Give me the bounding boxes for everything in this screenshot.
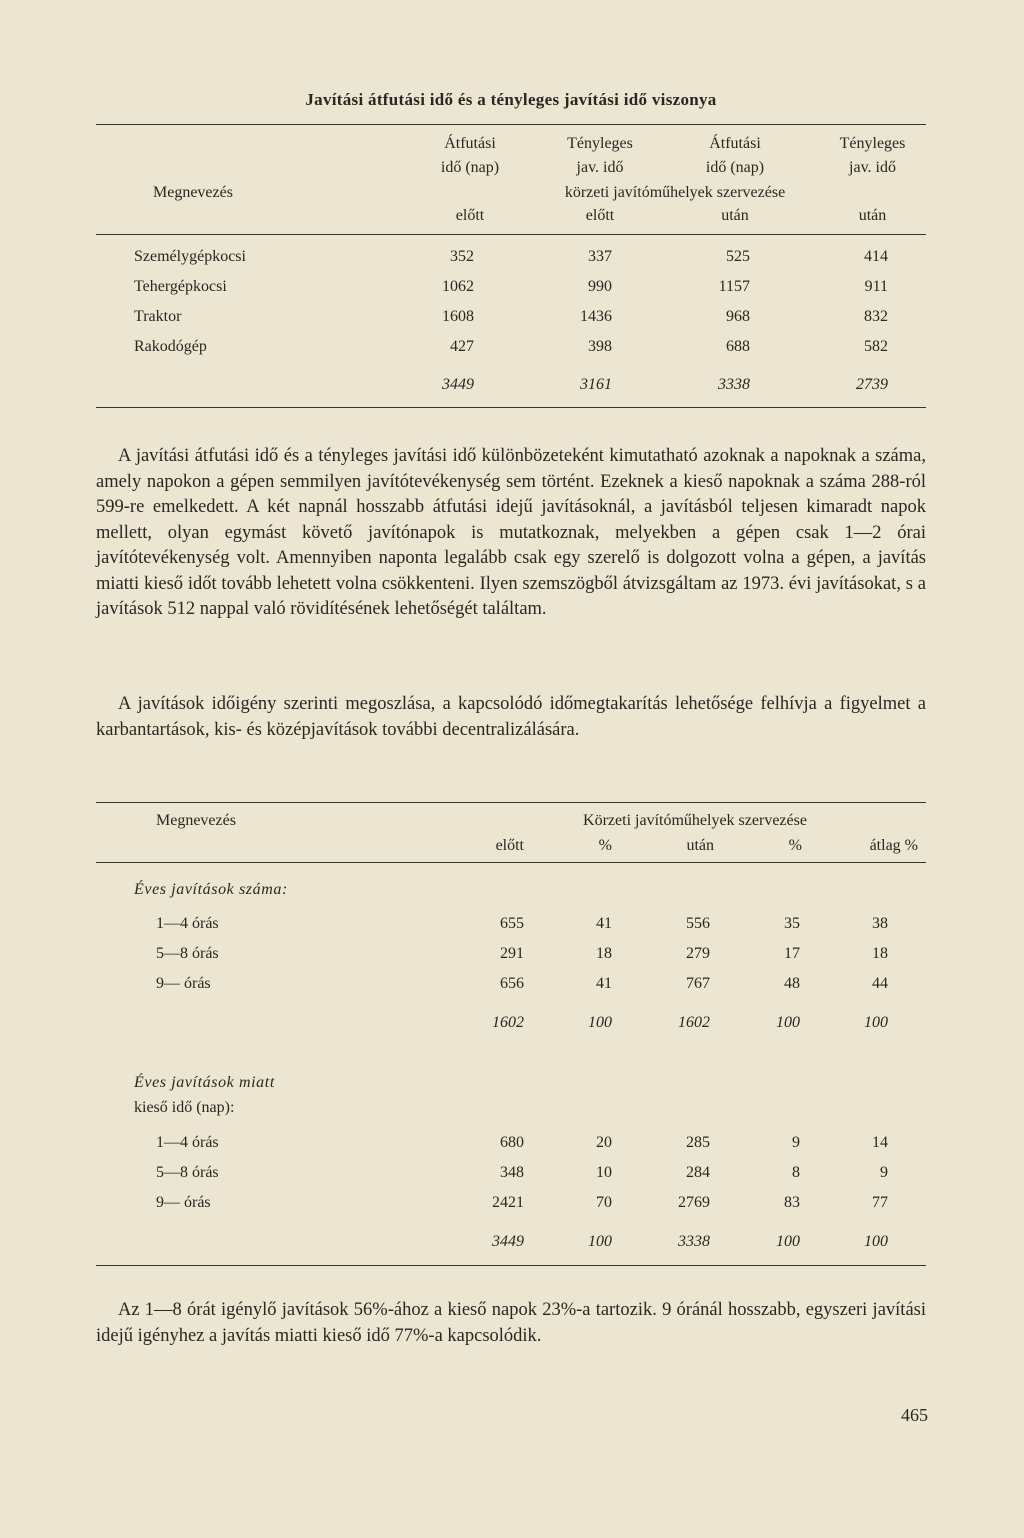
cell-value: 1608 xyxy=(442,308,474,325)
cell-value: 291 xyxy=(500,945,524,962)
cell-value: 2421 xyxy=(492,1194,524,1211)
cell-value: 9 xyxy=(880,1164,888,1181)
cell-value: 17 xyxy=(784,945,800,962)
row-label: 9— órás xyxy=(156,975,211,992)
cell-value: 1436 xyxy=(580,308,612,325)
cell-value: 680 xyxy=(500,1134,524,1151)
table2-col-head: % xyxy=(598,837,612,854)
cell-value: 990 xyxy=(588,278,612,295)
table1-title: Javítási átfutási idő és a tényleges javítási idő viszonya xyxy=(305,90,717,109)
cell-value: 337 xyxy=(588,248,612,265)
cell-value: 556 xyxy=(686,915,710,932)
row-label: 1—4 órás xyxy=(156,1134,219,1151)
cell-value: 655 xyxy=(500,915,524,932)
table2-rowlabel-header: Megnevezés xyxy=(156,812,236,829)
table1-col2-head-line3: előtt xyxy=(585,207,615,224)
table1-span-header: körzeti javítóműhelyek szervezése xyxy=(564,184,786,201)
table2-col-head: előtt xyxy=(495,837,524,854)
cell-value: 348 xyxy=(500,1164,524,1181)
cell-value: 14 xyxy=(872,1134,888,1151)
cell-value: 582 xyxy=(864,338,888,355)
cell-value: 414 xyxy=(864,248,888,265)
table2-top-rule xyxy=(96,802,926,803)
cell-value: 18 xyxy=(872,945,888,962)
cell-value: 656 xyxy=(500,975,524,992)
cell-value: 35 xyxy=(784,915,800,932)
total-value: 100 xyxy=(588,1233,612,1250)
row-label: Rakodógép xyxy=(134,338,207,355)
cell-value: 427 xyxy=(450,338,474,355)
table1-col2-head-line2: jav. idő xyxy=(576,159,624,176)
cell-value: 83 xyxy=(784,1194,800,1211)
table2-bottom-rule xyxy=(96,1265,926,1266)
row-label: 5—8 órás xyxy=(156,1164,219,1181)
cell-value: 9 xyxy=(792,1134,800,1151)
total-value: 100 xyxy=(776,1233,800,1250)
cell-value: 10 xyxy=(596,1164,612,1181)
table2-section2-title: Éves javítások miatt xyxy=(134,1074,275,1091)
table1-col1-head-line2: idő (nap) xyxy=(440,159,500,176)
table1-col1-head-line1: Átfutási xyxy=(444,135,496,152)
total-value: 100 xyxy=(588,1014,612,1031)
table2-section2-subtitle: kieső idő (nap): xyxy=(134,1099,235,1116)
cell-value: 38 xyxy=(872,915,888,932)
body-paragraph-1: A javítási átfutási idő és a tényleges javítási idő különbözeteként kimutatható azoknak a napoknak a száma, amely napokon a gépen semmilyen javítótevékenység sem történt. Ezeknek a kieső napoknak a száma 288-ról 599-re emelkedett. A két napnál hosszabb átfutási idejű javításoknál, a javításból teljesen kimaradt napok mellett, olyan egymást követő javítónapok is mutatkoznak, melyekben a gépen csak 1—2 órai javítótevékenység volt. Amennyiben naponta legalább csak egy szerelő is dolgozott volna a gépen, a javítás miatti kieső időt tovább lehetett volna csökkenteni. Ilyen szemszögből átvizsgáltam az 1973. évi javításokat, s a javítások 512 nappal való rövidítésének lehetőségét találtam. xyxy=(96,446,926,619)
table2-col-head: átlag % xyxy=(869,837,918,854)
cell-value: 44 xyxy=(872,975,888,992)
table1-col2-head-line1: Tényleges xyxy=(567,135,633,152)
cell-value: 832 xyxy=(864,308,888,325)
cell-value: 2769 xyxy=(678,1194,710,1211)
table2-header-rule xyxy=(96,862,926,863)
table1-top-rule xyxy=(96,124,926,125)
table1-header-rule xyxy=(96,234,926,235)
table1-rowlabel-header: Megnevezés xyxy=(153,184,233,201)
cell-value: 77 xyxy=(872,1194,888,1211)
table2-span-header: Körzeti javítóműhelyek szervezése xyxy=(583,812,807,829)
total-value: 3338 xyxy=(718,376,750,393)
row-label: 1—4 órás xyxy=(156,915,219,932)
total-value: 3449 xyxy=(492,1233,524,1250)
table1-col4-head-line2: jav. idő xyxy=(849,159,896,176)
total-value: 1602 xyxy=(678,1014,710,1031)
table1-col3-head-line3: után xyxy=(721,207,749,224)
cell-value: 279 xyxy=(686,945,710,962)
total-value: 3449 xyxy=(442,376,474,393)
cell-value: 48 xyxy=(784,975,800,992)
table2-col-head: után xyxy=(686,837,714,854)
table2-col-head: % xyxy=(788,837,802,854)
table1-col1-head-line3: előtt xyxy=(455,207,485,224)
cell-value: 285 xyxy=(686,1134,710,1151)
page-number: 465 xyxy=(901,1405,928,1425)
table1-col3-head-line2: idő (nap) xyxy=(705,159,765,176)
cell-value: 20 xyxy=(596,1134,612,1151)
cell-value: 8 xyxy=(792,1164,800,1181)
cell-value: 70 xyxy=(596,1194,612,1211)
table1-col4-head-line1: Tényleges xyxy=(839,135,906,152)
total-value: 100 xyxy=(864,1014,888,1031)
table1-col3-head-line1: Átfutási xyxy=(709,135,761,152)
row-label: 9— órás xyxy=(156,1194,211,1211)
cell-value: 352 xyxy=(450,248,474,265)
cell-value: 1062 xyxy=(442,278,474,295)
cell-value: 688 xyxy=(726,338,750,355)
cell-value: 767 xyxy=(686,975,710,992)
body-paragraph-3: Az 1—8 órát igénylő javítások 56%-ához a kieső napok 23%-a tartozik. 9 óránál hosszabb, egyszeri javítási idejű igényhez a javítás miatti kieső idő 77%-a kapcsolódik. xyxy=(96,1300,926,1346)
total-value: 1602 xyxy=(492,1014,524,1031)
cell-value: 911 xyxy=(864,278,888,295)
table1-col4-head-line3: után xyxy=(858,207,887,224)
body-paragraph-2: A javítások időigény szerinti megoszlása, a kapcsolódó időmegtakarítás lehetősége felhívja a figyelmet a karbantartások, kis- és középjavítások további decentralizálására. xyxy=(96,694,926,740)
cell-value: 1157 xyxy=(718,278,750,295)
cell-value: 968 xyxy=(726,308,750,325)
row-label: Személygépkocsi xyxy=(134,248,246,265)
total-value: 2739 xyxy=(856,376,888,393)
total-value: 100 xyxy=(776,1014,800,1031)
total-value: 3161 xyxy=(580,376,612,393)
row-label: Tehergépkocsi xyxy=(134,278,227,295)
row-label: 5—8 órás xyxy=(156,945,219,962)
cell-value: 525 xyxy=(726,248,750,265)
total-value: 100 xyxy=(864,1233,888,1250)
table1-bottom-rule xyxy=(96,407,926,408)
cell-value: 398 xyxy=(588,338,612,355)
cell-value: 41 xyxy=(596,915,612,932)
cell-value: 284 xyxy=(686,1164,710,1181)
cell-value: 18 xyxy=(596,945,612,962)
row-label: Traktor xyxy=(134,308,182,325)
total-value: 3338 xyxy=(678,1233,710,1250)
cell-value: 41 xyxy=(596,975,612,992)
table2-section1-title: Éves javítások száma: xyxy=(134,881,288,898)
